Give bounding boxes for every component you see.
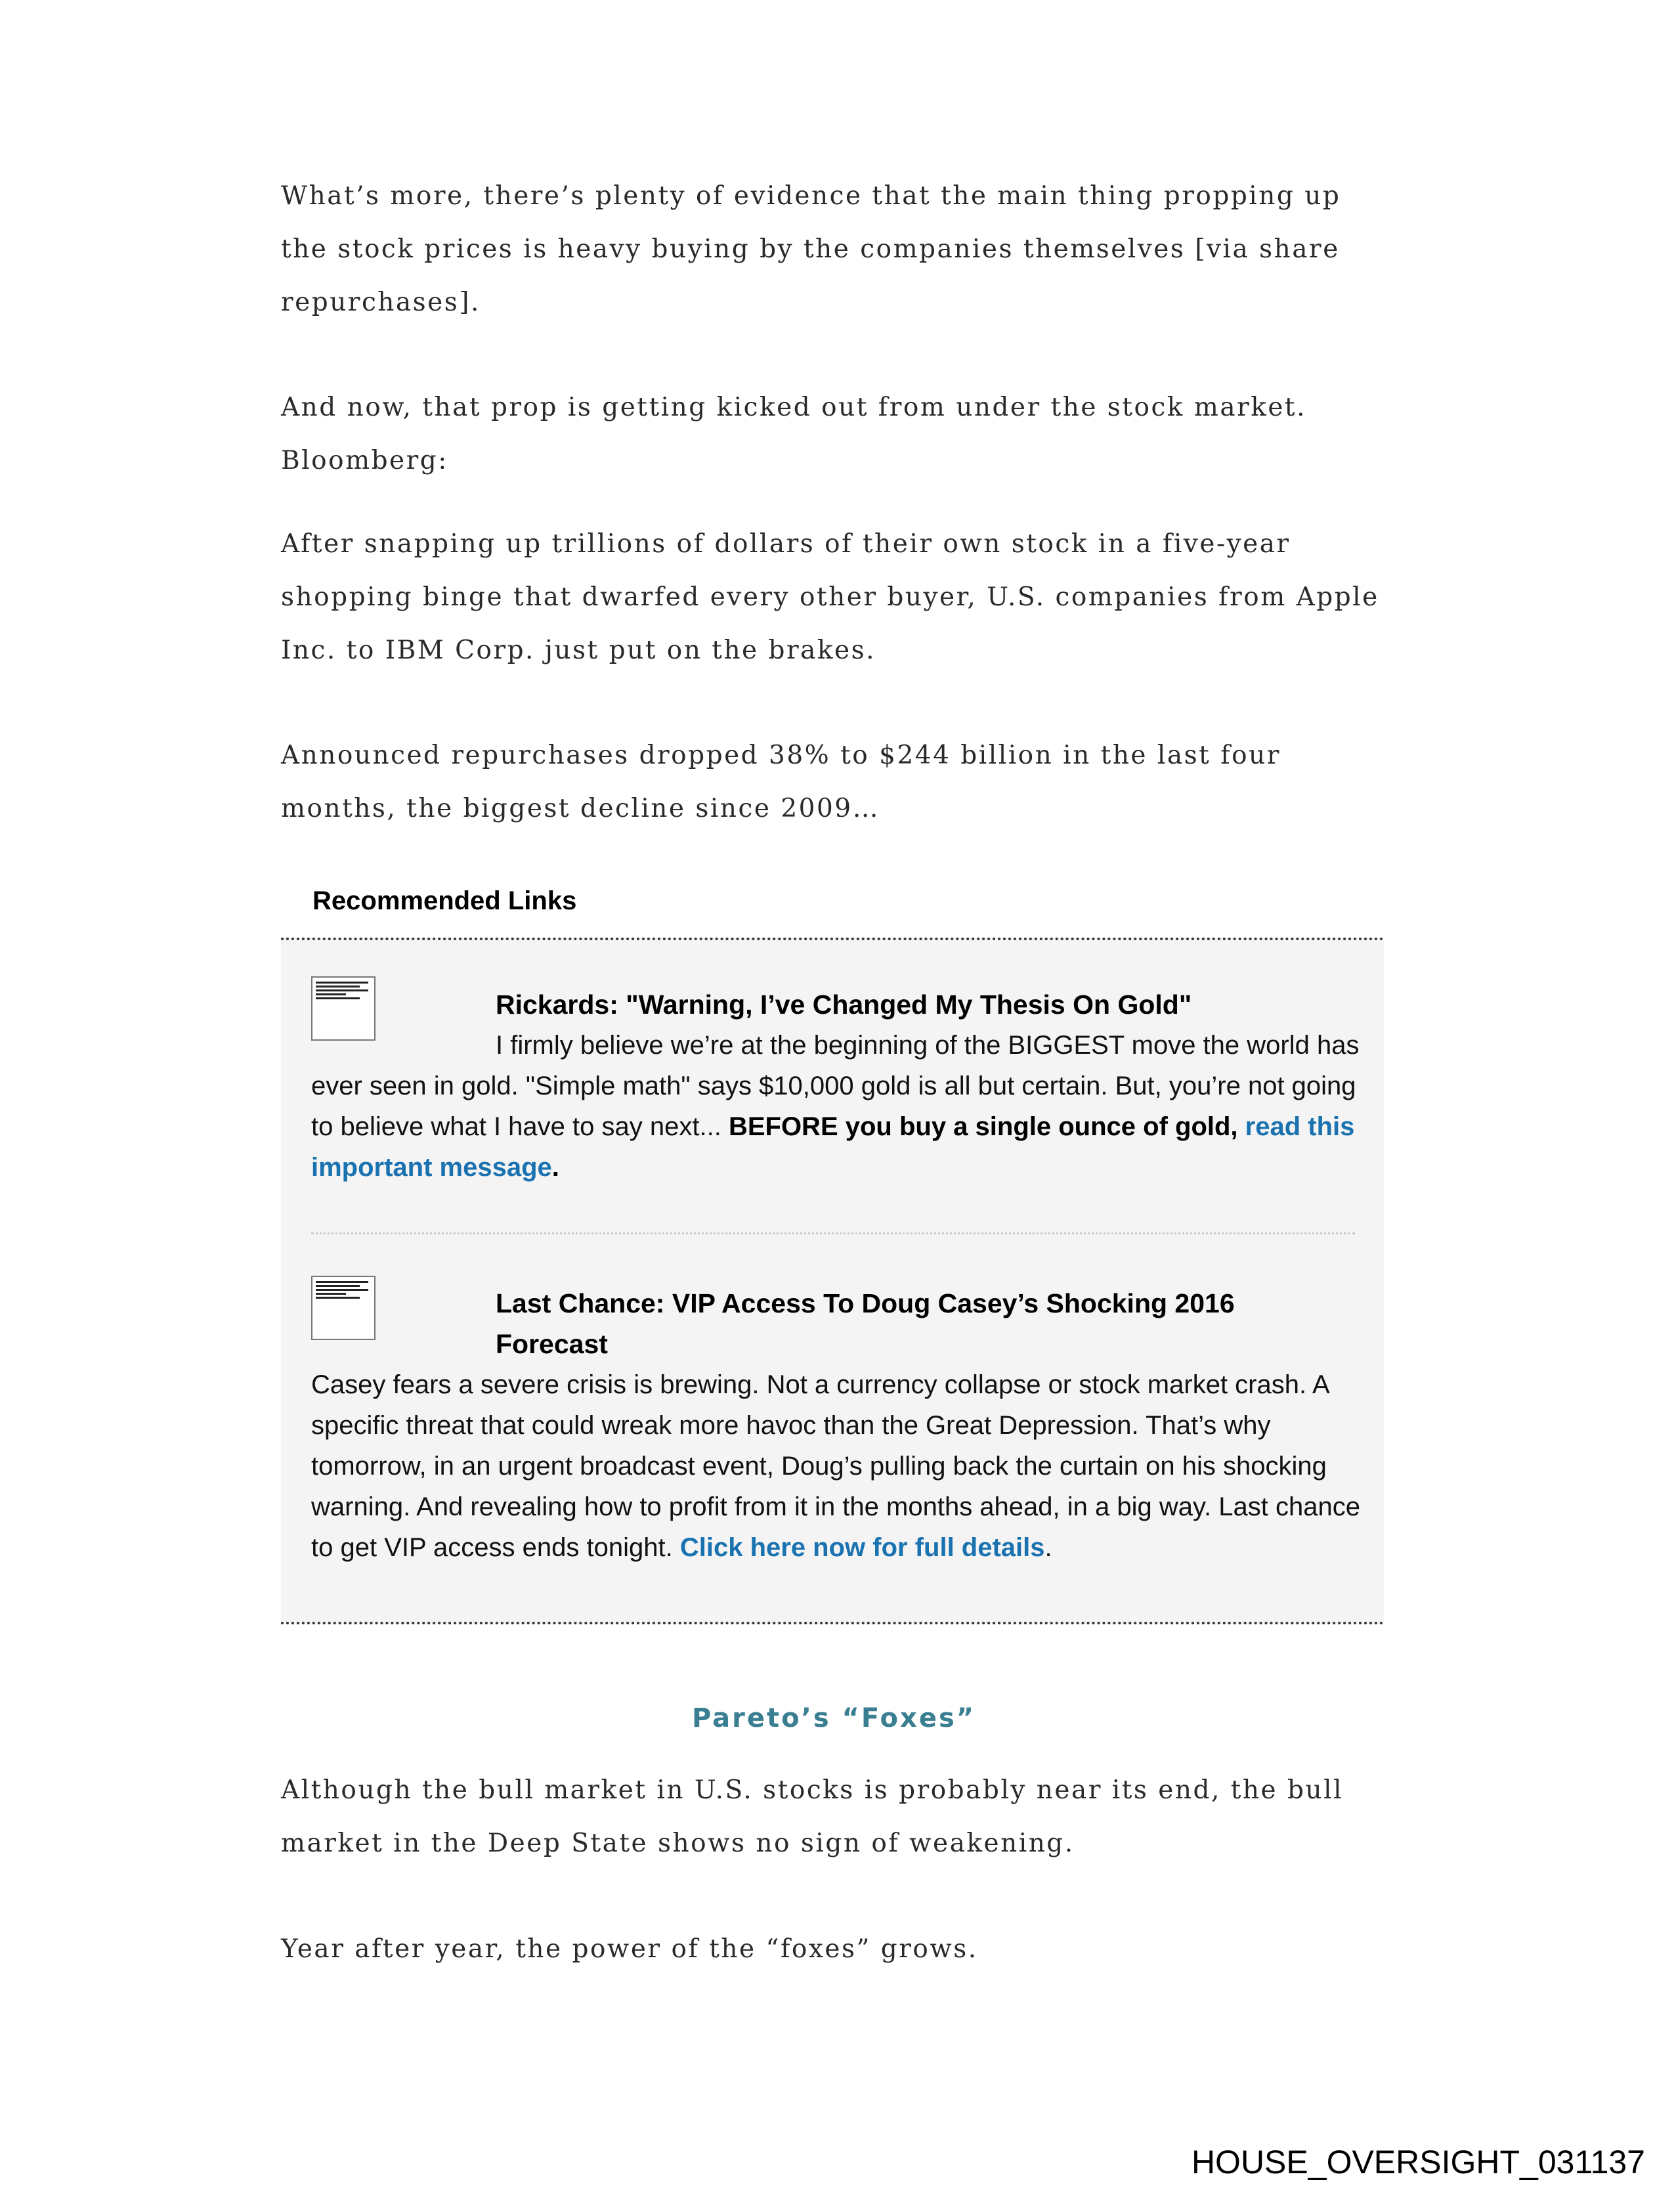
recommended-links-heading: Recommended Links (312, 886, 577, 915)
recommended-links-box (281, 938, 1384, 1624)
rickards-link-description (311, 1025, 1362, 1188)
rickards-link-title[interactable]: Rickards: "Warning, I’ve Changed My Thesis On Gold" (496, 989, 1192, 1020)
quote-paragraph-buyback-binge: After snapping up trillions of dollars of their own stock in a five-year shopping binge that dwarfed every other buyer, U.S. companies from Apple Inc. to IBM Corp. just put on the brakes. (281, 529, 1379, 665)
casey-link-description (311, 1364, 1362, 1568)
section-heading-paretos-foxes: Pareto’s “Foxes” (691, 1703, 976, 1733)
paragraph-bull-market-deep-state: Although the bull market in U.S. stocks is probably near its end, the bull market in the Deep State shows no sign of weakening. (281, 1775, 1344, 1858)
paragraph-foxes-power: Year after year, the power of the “foxes” grows. (281, 1934, 978, 1964)
click-here-full-details-link[interactable]: Click here now for full details (679, 1533, 1045, 1562)
casey-thumbnail-image-icon[interactable] (311, 1276, 376, 1340)
rickards-bold-text: BEFORE you buy a single ounce of gold, (728, 1112, 1238, 1141)
rickards-end-punct: . (551, 1153, 559, 1182)
document-id-footer: HOUSE_OVERSIGHT_031137 (1191, 2144, 1645, 2180)
casey-link-title[interactable]: Last Chance: VIP Access To Doug Casey’s Shocking 2016 Forecast (496, 1288, 1235, 1359)
rickards-body-text: I firmly believe we’re at the beginning of the BIGGEST move the world has ever seen in gold. "Simple math" says $10,000 gold is all but certain. But, you’re not going to believe what I have to say next... (311, 1031, 1360, 1141)
casey-end-punct: . (1044, 1533, 1052, 1562)
paragraph-prop-kicked-out: And now, that prop is getting kicked out from under the stock market. Bloomberg: (281, 393, 1306, 475)
paragraph-share-repurchases: What’s more, there’s plenty of evidence that the main thing propping up the stock prices is heavy buying by the companies themselves [via share repurchases]. (281, 181, 1341, 317)
read-important-message-link[interactable]: read this important message (311, 1112, 1355, 1182)
quote-paragraph-repurchases-dropped: Announced repurchases dropped 38% to $244 billion in the last four months, the biggest decline since 2009… (281, 741, 1281, 823)
casey-body-text: Casey fears a severe crisis is brewing. Not a currency collapse or stock market crash. A specific threat that could wreak more havoc than the Great Depression. That’s why tomorrow, in an urgent broadcast event, Doug’s pulling back the curtain on his shocking warning. And revealing how to profit from it in the months ahead, in a big way. Last chance to get VIP access ends tonight. (311, 1370, 1360, 1562)
item-separator (311, 1232, 1355, 1234)
